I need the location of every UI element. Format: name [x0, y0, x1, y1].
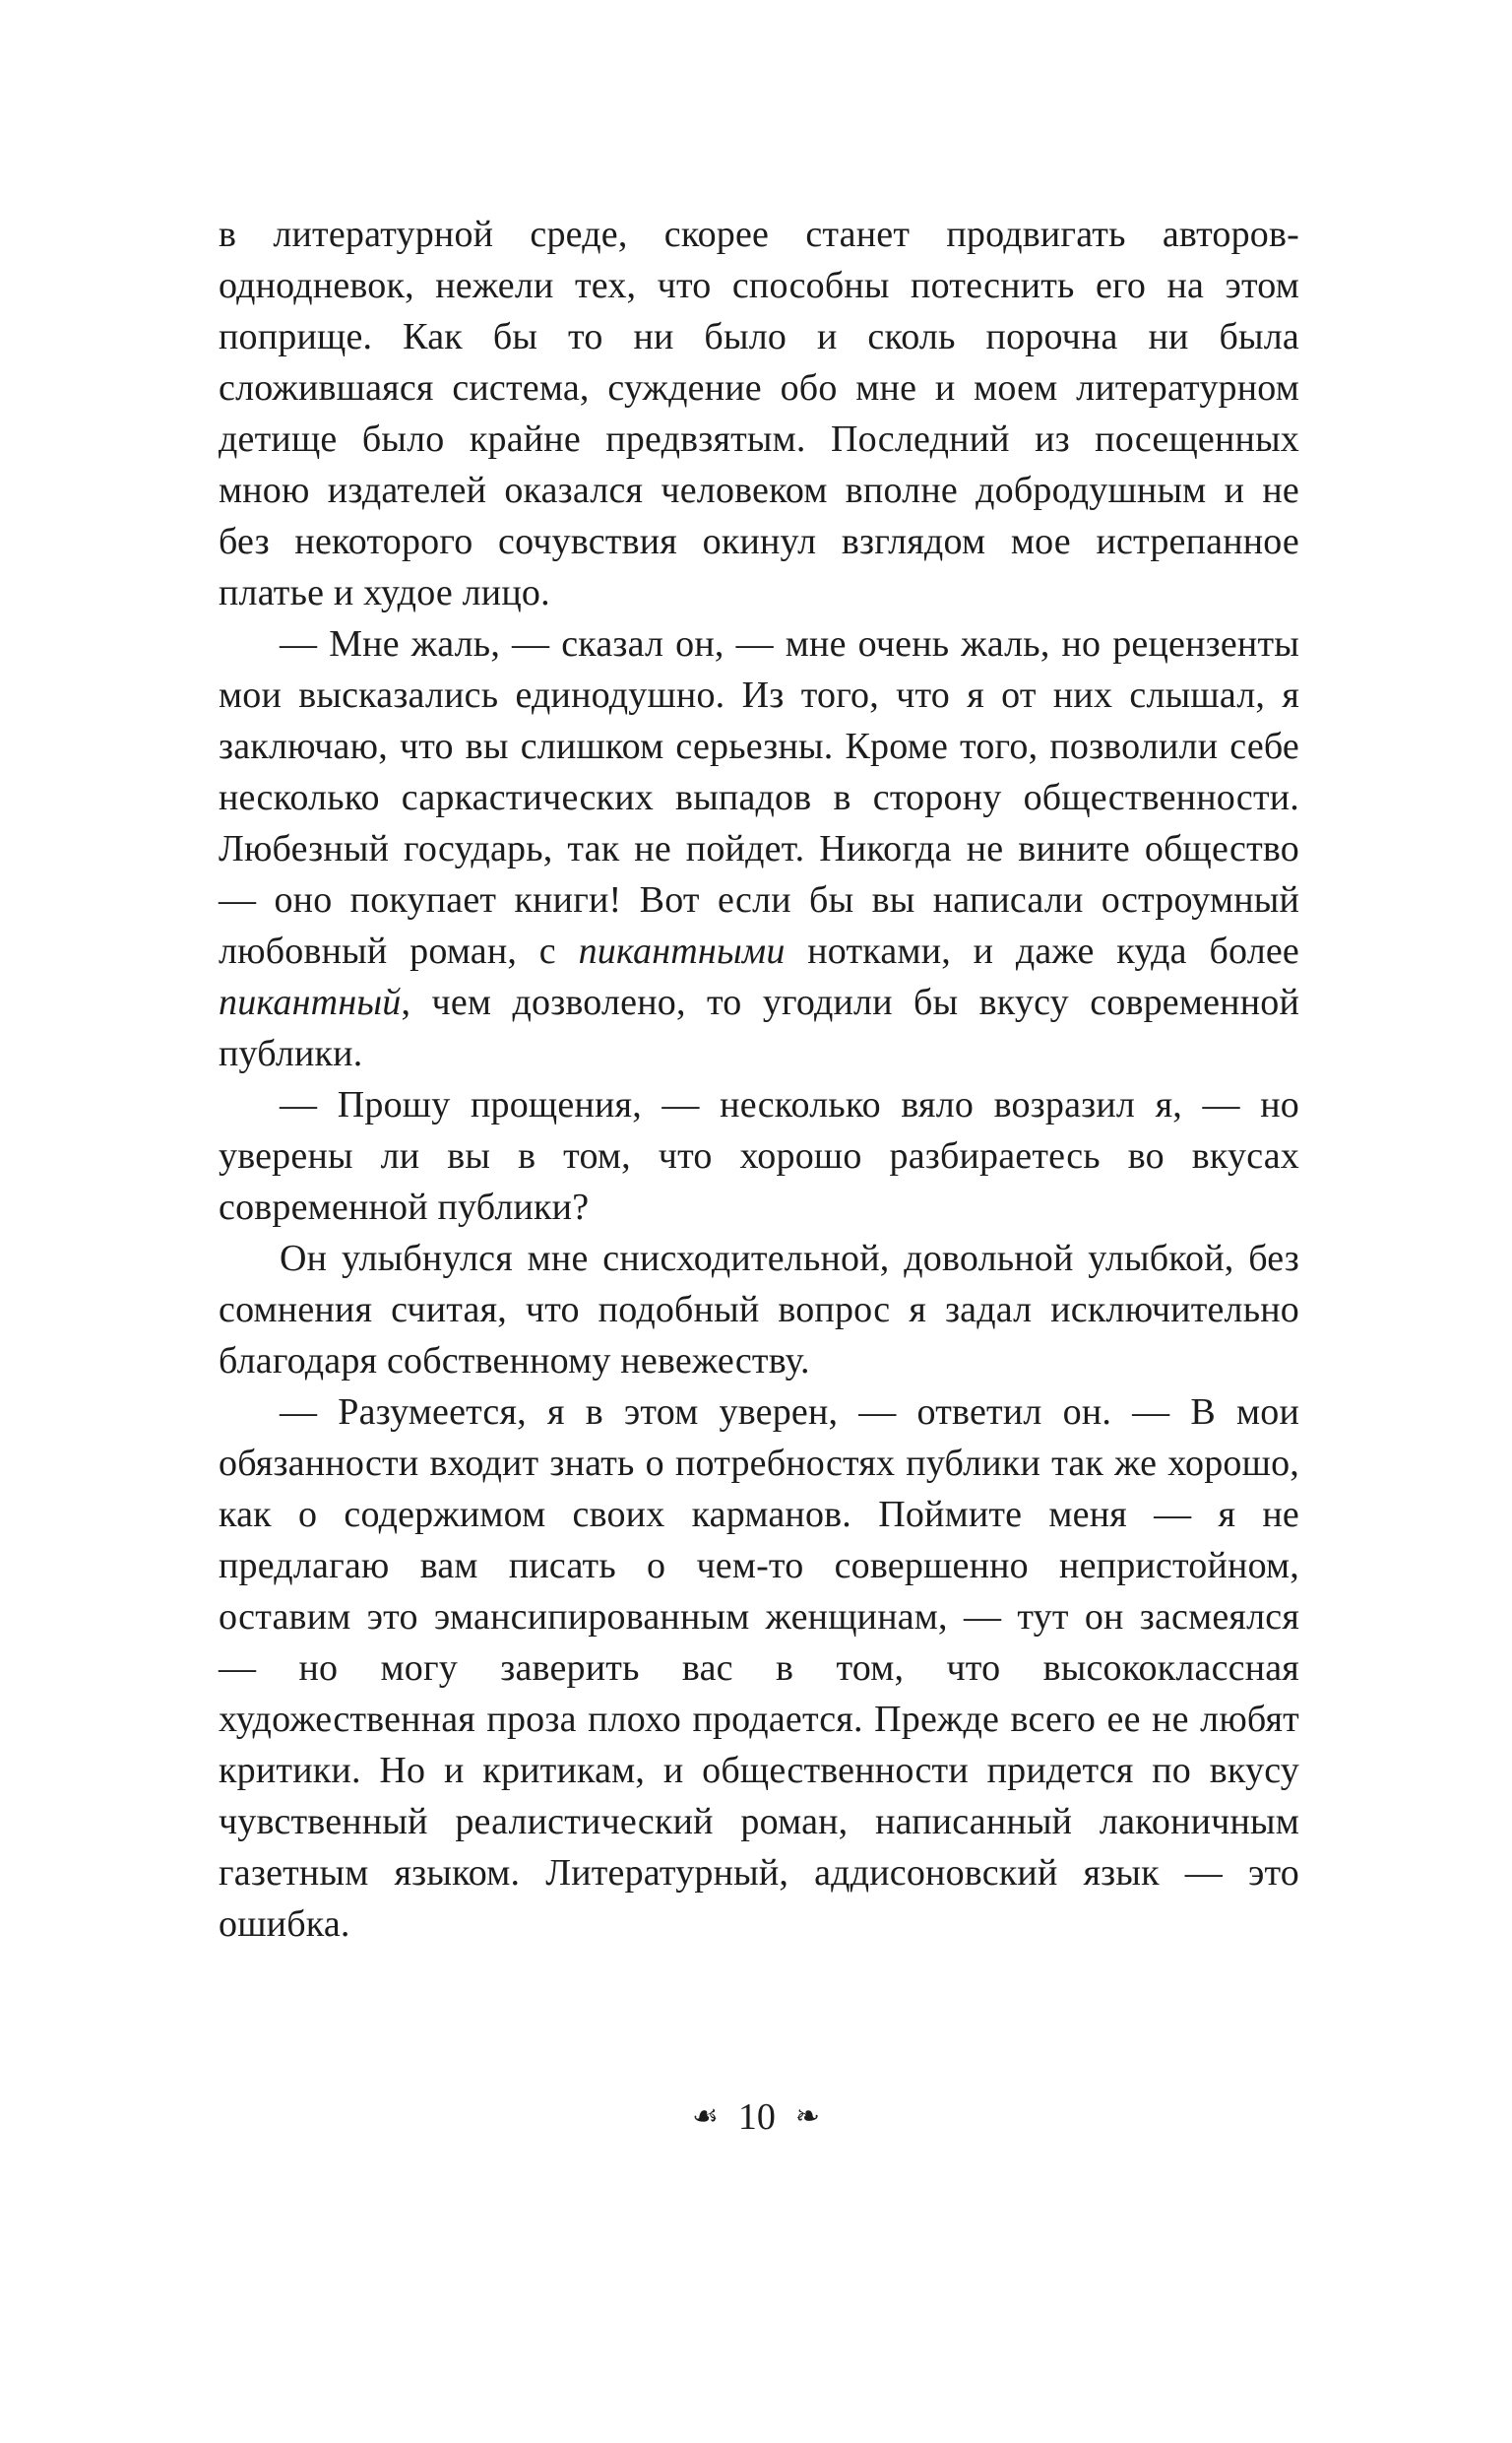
paragraph — [219, 618, 1299, 1079]
text-segment: — Разумеется, я в этом уверен, — ответил он. — В мои обязанности входит знать о потребностях публики так же хорошо, как о содержимом своих карманов. Поймите меня — я не предлагаю вам писать о чем-то совершенно непристойном, оставим это эмансипированным женщинам, — тут он засмеялся — но могу заверить вас в том, что высококлассная художественная проза плохо продается. Прежде всего ее не любят критики. Но и критикам, и общественности придется по вкусу чувственный реалистический роман, написанный лаконичным газетным языком. Литературный, аддисоновский язык — это ошибка. — [219, 1391, 1299, 1945]
paragraph — [219, 1386, 1299, 1950]
paragraph — [219, 1233, 1299, 1386]
italic-text-segment: пикантными — [578, 931, 786, 972]
text-segment: , чем дозволено, то угодили бы вкусу современной публики. — [219, 982, 1299, 1074]
text-segment: нотками, и даже куда более — [785, 931, 1299, 972]
text-segment: Он улыбнулся мне снисходительной, довольной улыбкой, без сомнения считая, что подобный вопрос я задал исключительно благодаря собственному невежеству. — [219, 1238, 1299, 1382]
paragraph — [219, 1079, 1299, 1233]
text-segment: — Прошу прощения, — несколько вяло возразил я, — но уверены ли вы в том, что хорошо разбираетесь во вкусах современной публики? — [219, 1084, 1299, 1228]
text-segment: в литературной среде, скорее станет продвигать авторов-однодневок, нежели тех, что способны потеснить его на этом поприще. Как бы то ни было и сколь порочна ни была сложившаяся система, суждение обо мне и моем литературном детище было крайне предвзятым. Последний из посещенных мною издателей оказался человеком вполне добродушным и не без некоторого сочувствия окинул взглядом мое истрепанное платье и худое лицо. — [219, 214, 1299, 613]
page-footer — [0, 2095, 1512, 2139]
page-number: 10 — [737, 2096, 776, 2138]
text-segment: — Мне жаль, — сказал он, — мне очень жаль, но рецензенты мои высказались единодушно. Из того, что я от них слышал, я заключаю, что вы слишком серьезны. Кроме того, позволили себе несколько саркастических выпадов в сторону общественности. Любезный государь, так не пойдет. Никогда не вините общество — оно покупает книги! Вот если бы вы написали остроумный любовный роман, с — [219, 623, 1299, 972]
paragraph — [219, 209, 1299, 618]
page-text-block — [219, 209, 1299, 1950]
italic-text-segment: пикантный — [219, 982, 402, 1023]
fleuron-right-icon: ❧ — [794, 2099, 821, 2134]
fleuron-left-icon: ☙ — [691, 2099, 719, 2134]
